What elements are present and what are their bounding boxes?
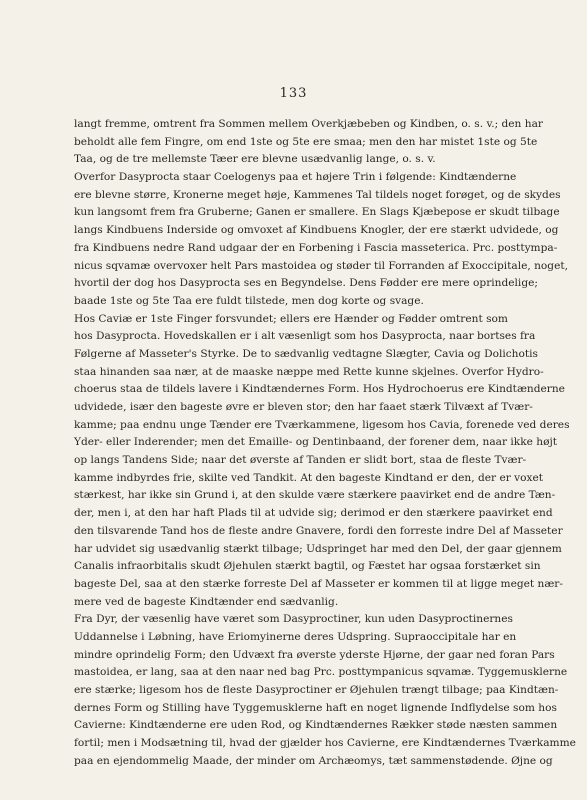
text-line: bageste Del, saa at den stærke forreste Del af Masseter er kommen til at ligge meget nær- [74, 577, 563, 590]
text-line: op langs Tandens Side; naar det øverste af Tanden er slidt bort, staa de fleste Tvær- [74, 454, 527, 467]
text-line: choerus staa de tildels lavere i Kindtændernes Form. Hos Hydrochoerus ere Kindtænderne [74, 383, 565, 396]
text-line: Følgerne af Masseter's Styrke. De to sædvanlig vedtagne Slægter, Cavia og Dolichotis [74, 347, 538, 360]
text-line: Canalis infraorbitalis skudt Øjehulen stærkt bagtil, og Fæstet har ogsaa forstærket sin [74, 560, 541, 573]
text-line: langs Kindbuens Inderside og omvoxet af Kindbuens Knogler, der ere stærkt udvidede, og [74, 224, 559, 237]
text-line: har udvidet sig usædvanlig stærkt tilbage; Udspringet har med den Del, der gaar gjennem [74, 542, 562, 555]
text-line: den tilsvarende Tand hos de fleste andre Gnavere, fordi den forreste indre Del af Masseter [74, 524, 563, 537]
text-line: mindre oprindelig Form; den Udvæxt fra øverste yderste Hjørne, der gaar ned foran Pars [74, 648, 555, 661]
text-line: Overfor Dasyprocta staar Coelogenys paa et højere Trin i følgende: Kindtænderne [74, 171, 517, 184]
text-line: kun langsomt frem fra Gruberne; Ganen er smallere. En Slags Kjæbepose er skudt tilbage [74, 206, 560, 219]
text-line: fortil; men i Modsætning til, hvad der gjælder hos Cavierne, ere Kindtændernes Tværkamme [74, 737, 576, 750]
text-line: nicus sqvamæ overvoxer helt Pars mastoidea og støder til Forranden af Exoccipitale, noget, [74, 259, 568, 272]
text-line: Fra Dyr, der væsenlig have været som Dasyproctiner, kun uden Dasyproctinernes [74, 613, 513, 626]
text-line: fra Kindbuens nedre Rand udgaar der en Forbening i Fascia masseterica. Prc. posttympa- [74, 241, 558, 254]
text-line: Uddannelse i Løbning, have Eriomyinerne deres Udspring. Supraoccipitale har en [74, 630, 517, 643]
text-line: Yder- eller Inderender; men det Emaille- og Dentinbaand, der forener dem, naar ikke højt [74, 436, 558, 449]
text-line: paa en ejendommelig Maade, der minder om Archæomys, tæt sammenstødende. Øjne og [74, 754, 553, 767]
text-line: beholdt alle fem Fingre, om end 1ste og 5te ere smaa; men den har mistet 1ste og 5te [74, 135, 538, 148]
text-line: langt fremme, omtrent fra Sommen mellem Overkjæbeben og Kindben, o. s. v.; den har [74, 118, 543, 130]
text-line: mere ved de bageste Kindtænder end sædvanlig. [74, 595, 339, 608]
text-line: Cavierne: Kindtænderne ere uden Rod, og Kindtændernes Rækker støde næsten sammen [74, 719, 558, 732]
text-line: hvortil der dog hos Dasyprocta ses en Begyndelse. Dens Fødder ere mere oprindelige; [74, 277, 538, 290]
text-line: baade 1ste og 5te Taa ere fuldt tilstede, men dog korte og svage. [74, 294, 424, 307]
text-line: dernes Form og Stilling have Tyggemusklerne haft en noget lignende Indflydelse som hos [74, 701, 557, 714]
page-number: 133 [279, 86, 308, 101]
text-line: kamme; paa endnu unge Tænder ere Tværkammene, ligesom hos Cavia, forenede ved deres [74, 418, 570, 431]
text-line: der, men i, at den har haft Plads til at udvide sig; derimod er den stærkere paavirket end [74, 507, 553, 520]
text-line: udvidede, især den bageste øvre er bleven stor; den har faaet stærk Tilvæxt af Tvær- [74, 401, 533, 413]
body-text [74, 116, 576, 770]
text-line: mastoidea, er lang, saa at den naar ned bag Prc. posttympanicus sqvamæ. Tyggemusklerne [74, 666, 568, 679]
text-line: ere blevne større, Kronerne meget høje, Kammenes Tal tildels noget forøget, og de skydes [74, 188, 561, 201]
text-line: ere stærke; ligesom hos de fleste Dasyproctiner er Øjehulen trængt tilbage; paa Kindtæn- [74, 684, 559, 696]
text-line: hos Dasyprocta. Hovedskallen er i alt væsenligt som hos Dasyprocta, naar bortses fra [74, 330, 536, 343]
text-line: stærkest, har ikke sin Grund i, at den skulde være stærkere paavirket end de andre Tæn- [74, 489, 556, 502]
text-line: staa hinanden saa nær, at de maaske næppe med Rette kunne skjelnes. Overfor Hydro- [74, 365, 544, 378]
text-line: Taa, og de tre mellemste Tæer ere blevne usædvanlig lange, o. s. v. [74, 153, 436, 166]
text-line: Hos Caviæ er 1ste Finger forsvundet; ellers ere Hænder og Fødder omtrent som [74, 312, 508, 325]
text-line: kamme indbyrdes frie, skilte ved Tandkit. At den bageste Kindtand er den, der er voxet [74, 471, 544, 484]
